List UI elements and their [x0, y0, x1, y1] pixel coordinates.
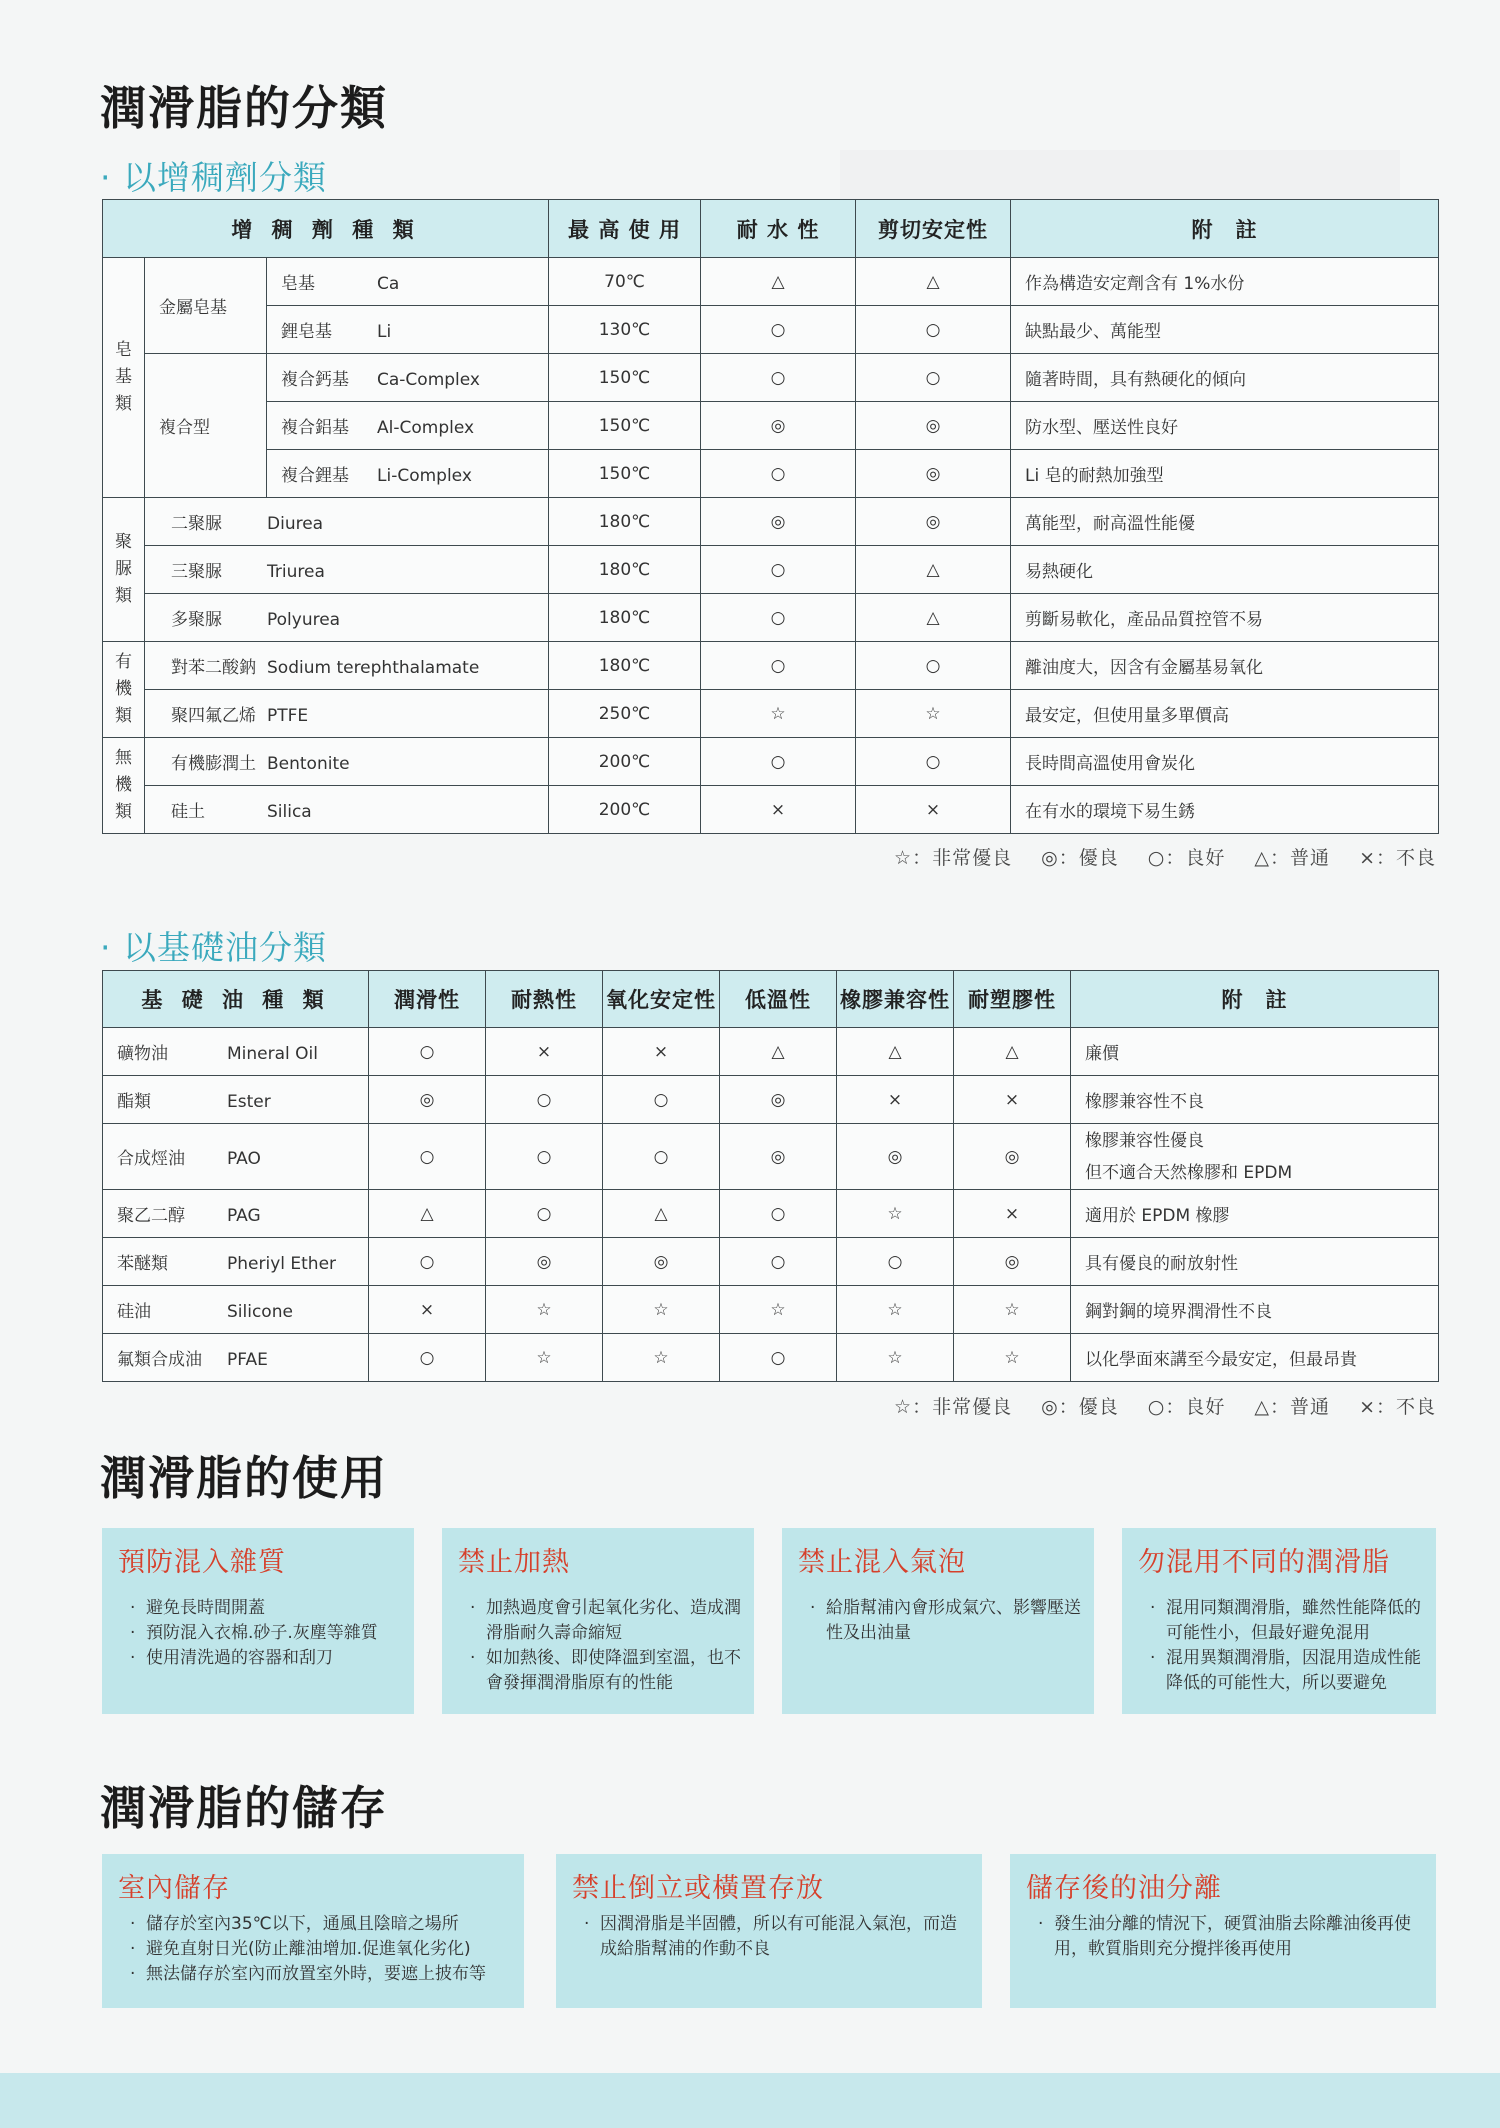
row-note: 以化學面來講至今最安定，但最昂貴: [1071, 1334, 1439, 1382]
group-soap: 皂 基 類: [103, 258, 145, 498]
header-lubricity: 潤滑性: [369, 971, 486, 1028]
row-en: Mineral Oil: [227, 1044, 318, 1064]
row-value: ○: [603, 1076, 720, 1124]
row-value: ○: [486, 1076, 603, 1124]
row-value: ○: [720, 1190, 837, 1238]
row-note-line1: 橡膠兼容性優良: [1085, 1130, 1204, 1151]
row-shear: ○: [856, 306, 1011, 354]
row-name: 硅油: [117, 1302, 151, 1322]
table-row: [103, 546, 1439, 594]
row-water: △: [701, 258, 856, 306]
row-note: [1071, 1124, 1439, 1190]
card-title: 儲存後的油分離: [1026, 1873, 1222, 1904]
row-name: 複合鋁基: [281, 418, 349, 438]
header-remarks: 附 註: [1011, 200, 1439, 258]
row-value: ◎: [486, 1238, 603, 1286]
header-plastic-resistance: 耐塑膠性: [954, 971, 1071, 1028]
row-en: Triurea: [267, 562, 325, 582]
table-row: [103, 354, 1439, 402]
row-name: 二聚脲: [171, 514, 222, 534]
row-note: 橡膠兼容性不良: [1071, 1076, 1439, 1124]
row-temp: 200℃: [549, 738, 701, 786]
row-value: ◎: [720, 1124, 837, 1190]
row-water: ○: [701, 738, 856, 786]
usage-card-no-heating: [442, 1528, 754, 1714]
list-item: · 預防混入衣棉.砂子.灰塵等雜質: [130, 1621, 402, 1646]
row-value: ☆: [486, 1334, 603, 1382]
legend-cross: ×：不良: [1359, 1396, 1436, 1418]
row-name: 酯類: [117, 1092, 151, 1112]
row-value: ◎: [954, 1124, 1071, 1190]
row-name: 苯醚類: [117, 1254, 168, 1274]
row-value: △: [837, 1028, 954, 1076]
row-value: ☆: [954, 1334, 1071, 1382]
row-value: ○: [369, 1334, 486, 1382]
page-title-storage: 潤滑脂的儲存: [100, 1781, 388, 1835]
row-water: ◎: [701, 498, 856, 546]
row-shear: ×: [856, 786, 1011, 834]
legend-base-oil: [872, 1392, 1436, 1419]
row-en: PFAE: [227, 1350, 268, 1370]
row-value: ☆: [837, 1286, 954, 1334]
legend-circle: ○：良好: [1147, 847, 1226, 869]
list-item: · 儲存於室內35℃以下，通風且陰暗之場所: [130, 1912, 512, 1937]
row-shear: ○: [856, 354, 1011, 402]
row-note: 在有水的環境下易生銹: [1011, 786, 1439, 834]
row-note: 鋼對鋼的境界潤滑性不良: [1071, 1286, 1439, 1334]
list-item: · 加熱過度會引起氧化劣化、造成潤滑脂耐久壽命縮短: [470, 1596, 742, 1646]
row-value: ×: [486, 1028, 603, 1076]
table-row: [103, 402, 1439, 450]
row-water: ○: [701, 354, 856, 402]
table-row: [103, 1076, 1439, 1124]
row-en: Li: [377, 322, 392, 342]
usage-card-no-bubbles: [782, 1528, 1094, 1714]
card-list: [470, 1596, 742, 1696]
footer-bar: [0, 2073, 1500, 2128]
row-temp: 180℃: [549, 594, 701, 642]
row-value: △: [603, 1190, 720, 1238]
row-value: ×: [603, 1028, 720, 1076]
row-note: 具有優良的耐放射性: [1071, 1238, 1439, 1286]
row-value: ○: [720, 1238, 837, 1286]
row-value: ○: [486, 1190, 603, 1238]
table-row: [103, 1286, 1439, 1334]
group-polyurea: 聚 脲 類: [103, 498, 145, 642]
card-title: 禁止倒立或橫置存放: [572, 1873, 824, 1904]
table-row: [103, 450, 1439, 498]
row-en: Li-Complex: [377, 466, 472, 486]
row-name: 硅土: [171, 802, 205, 822]
row-temp: 150℃: [549, 354, 701, 402]
section-title-base-oil: · 以基礎油分類: [100, 928, 327, 967]
row-value: ☆: [486, 1286, 603, 1334]
row-name: 有機膨潤土: [171, 754, 256, 774]
row-value: ○: [369, 1238, 486, 1286]
row-note: 隨著時間，具有熱硬化的傾向: [1011, 354, 1439, 402]
row-note: 缺點最少、萬能型: [1011, 306, 1439, 354]
storage-card-oil-separation: [1010, 1854, 1436, 2008]
group-inorganic: 無 機 類: [103, 738, 145, 834]
row-name: 礦物油: [117, 1044, 168, 1064]
legend-circle: ○：良好: [1147, 1396, 1226, 1418]
row-value: ○: [837, 1238, 954, 1286]
row-water: ◎: [701, 402, 856, 450]
header-oxidation-stability: 氧化安定性: [603, 971, 720, 1028]
card-title: 室內儲存: [118, 1873, 230, 1904]
table-row: [103, 690, 1439, 738]
row-water: ○: [701, 450, 856, 498]
row-note: 萬能型，耐高溫性能優: [1011, 498, 1439, 546]
card-title: 勿混用不同的潤滑脂: [1138, 1547, 1390, 1578]
row-water: ×: [701, 786, 856, 834]
row-en: Pheriyl Ether: [227, 1254, 337, 1274]
card-list: [130, 1912, 512, 1987]
list-item: · 混用同類潤滑脂，雖然性能降低的可能性小，但最好避免混用: [1150, 1596, 1424, 1646]
row-temp: 180℃: [549, 642, 701, 690]
table-row: [103, 1190, 1439, 1238]
row-value: ☆: [954, 1286, 1071, 1334]
row-water: ○: [701, 306, 856, 354]
table-row: [103, 498, 1439, 546]
row-value: ◎: [720, 1076, 837, 1124]
row-name: 複合鋰基: [281, 466, 349, 486]
row-temp: 150℃: [549, 450, 701, 498]
row-en: PTFE: [267, 706, 309, 726]
header-rubber-compat: 橡膠兼容性: [837, 971, 954, 1028]
row-note: 最安定，但使用量多單價高: [1011, 690, 1439, 738]
row-en: Silica: [267, 802, 312, 822]
row-note: 廉價: [1071, 1028, 1439, 1076]
row-value: ☆: [837, 1190, 954, 1238]
storage-card-indoor: [102, 1854, 524, 2008]
row-name: 三聚脲: [171, 562, 222, 582]
table-row: [103, 1238, 1439, 1286]
row-name: 對苯二酸鈉: [171, 658, 256, 678]
list-item: · 如加熱後、即使降溫到室溫，也不會發揮潤滑脂原有的性能: [470, 1646, 742, 1696]
table-row: [103, 786, 1439, 834]
table-row: [103, 1124, 1439, 1190]
row-en: Ester: [227, 1092, 271, 1112]
legend-double-circle: ◎：優良: [1041, 1396, 1119, 1418]
list-item: · 給脂幫浦內會形成氣穴、影響壓送性及出油量: [810, 1596, 1082, 1646]
table-row: [103, 642, 1439, 690]
row-value: ×: [369, 1286, 486, 1334]
row-note: 防水型、壓送性良好: [1011, 402, 1439, 450]
row-note-line2: 但不適合天然橡膠和 EPDM: [1085, 1162, 1293, 1183]
row-note: 剪斷易軟化，產品品質控管不易: [1011, 594, 1439, 642]
subgroup-metal-soap: 金屬皂基: [145, 258, 267, 354]
list-item: · 避免直射日光(防止離油增加.促進氧化劣化): [130, 1937, 512, 1962]
table-row: [103, 594, 1439, 642]
row-shear: ○: [856, 642, 1011, 690]
legend-triangle: △：普通: [1254, 1396, 1331, 1418]
row-en: Al-Complex: [377, 418, 475, 438]
row-value: ×: [954, 1190, 1071, 1238]
row-value: ☆: [720, 1286, 837, 1334]
card-list: [130, 1596, 402, 1671]
header-remarks: 附 註: [1071, 971, 1439, 1028]
card-title: 禁止混入氣泡: [798, 1547, 966, 1578]
row-value: ◎: [603, 1238, 720, 1286]
list-item: · 無法儲存於室內而放置室外時，要遮上披布等: [130, 1962, 512, 1987]
row-name: 鋰皂基: [281, 322, 332, 342]
row-temp: 180℃: [549, 546, 701, 594]
row-en: PAO: [227, 1149, 261, 1169]
row-en: Ca: [377, 274, 400, 294]
row-shear: △: [856, 546, 1011, 594]
card-list: [1150, 1596, 1424, 1696]
row-en: Polyurea: [267, 610, 341, 630]
usage-card-no-mixing: [1122, 1528, 1436, 1714]
base-oil-table: [102, 970, 1439, 1382]
storage-card-upright: [556, 1854, 982, 2008]
row-en: Ca-Complex: [377, 370, 480, 390]
row-shear: △: [856, 594, 1011, 642]
row-en: Bentonite: [267, 754, 350, 774]
header-shear-stability: 剪切安定性: [856, 200, 1011, 258]
list-item: · 混用異類潤滑脂，因混用造成性能降低的可能性大，所以要避免: [1150, 1646, 1424, 1696]
row-shear: ○: [856, 738, 1011, 786]
row-value: △: [369, 1190, 486, 1238]
row-shear: ◎: [856, 498, 1011, 546]
row-shear: ◎: [856, 450, 1011, 498]
table-header-row: [103, 200, 1439, 258]
legend-thickener: [872, 843, 1436, 870]
row-temp: 180℃: [549, 498, 701, 546]
row-value: ☆: [837, 1334, 954, 1382]
row-shear: ◎: [856, 402, 1011, 450]
row-value: ×: [954, 1076, 1071, 1124]
row-water: ○: [701, 594, 856, 642]
row-name: 合成烴油: [117, 1149, 185, 1169]
list-item: · 發生油分離的情況下，硬質油脂去除離油後再使用，軟質脂則充分攪拌後再使用: [1038, 1912, 1424, 1962]
row-name: 聚四氟乙烯: [171, 706, 256, 726]
row-water: ☆: [701, 690, 856, 738]
card-list: [1038, 1912, 1424, 1962]
row-water: ○: [701, 546, 856, 594]
row-temp: 130℃: [549, 306, 701, 354]
row-value: ☆: [603, 1286, 720, 1334]
row-shear: △: [856, 258, 1011, 306]
row-name: 複合鈣基: [281, 370, 349, 390]
row-water: ○: [701, 642, 856, 690]
row-name: 多聚脲: [171, 610, 222, 630]
row-note: 離油度大，因含有金屬基易氧化: [1011, 642, 1439, 690]
legend-triangle: △：普通: [1254, 847, 1331, 869]
header-heat-resistance: 耐熱性: [486, 971, 603, 1028]
row-value: ○: [369, 1028, 486, 1076]
row-en: Silicone: [227, 1302, 293, 1322]
row-note: 作為構造安定劑含有 1%水份: [1011, 258, 1439, 306]
header-low-temp: 低溫性: [720, 971, 837, 1028]
legend-star: ☆：非常優良: [894, 847, 1013, 869]
table-row: [103, 258, 1439, 306]
header-thickener-type: 增 稠 劑 種 類: [103, 200, 549, 258]
table-row: [103, 1334, 1439, 1382]
header-base-oil-type: 基 礎 油 種 類: [103, 971, 369, 1028]
row-temp: 200℃: [549, 786, 701, 834]
card-title: 預防混入雜質: [118, 1547, 286, 1578]
row-note: 適用於 EPDM 橡膠: [1071, 1190, 1439, 1238]
card-title: 禁止加熱: [458, 1547, 570, 1578]
row-name: 聚乙二醇: [117, 1206, 185, 1226]
page-title-usage: 潤滑脂的使用: [100, 1451, 388, 1505]
row-en: Diurea: [267, 514, 324, 534]
row-en: PAG: [227, 1206, 261, 1226]
row-shear: ☆: [856, 690, 1011, 738]
thickener-table: [102, 199, 1439, 834]
row-name: 皂基: [281, 274, 315, 294]
row-note: 長時間高溫使用會炭化: [1011, 738, 1439, 786]
subgroup-complex: 複合型: [145, 354, 267, 498]
row-value: ◎: [954, 1238, 1071, 1286]
table-header-row: [103, 971, 1439, 1028]
card-list: [584, 1912, 970, 1962]
header-water-resistance: 耐 水 性: [701, 200, 856, 258]
row-note: 易熱硬化: [1011, 546, 1439, 594]
row-temp: 250℃: [549, 690, 701, 738]
row-value: ☆: [603, 1334, 720, 1382]
table-row: [103, 1028, 1439, 1076]
group-organic: 有 機 類: [103, 642, 145, 738]
card-list: [810, 1596, 1082, 1646]
row-value: ○: [486, 1124, 603, 1190]
legend-cross: ×：不良: [1359, 847, 1436, 869]
row-value: △: [720, 1028, 837, 1076]
row-value: ○: [369, 1124, 486, 1190]
row-temp: 70℃: [549, 258, 701, 306]
row-note: Li 皂的耐熱加強型: [1011, 450, 1439, 498]
row-value: ○: [720, 1334, 837, 1382]
page-title-classification: 潤滑脂的分類: [100, 81, 388, 135]
row-en: Sodium terephthalamate: [267, 658, 480, 678]
list-item: · 使用清洗過的容器和刮刀: [130, 1646, 402, 1671]
row-value: ◎: [369, 1076, 486, 1124]
row-value: ○: [603, 1124, 720, 1190]
usage-card-contamination: [102, 1528, 414, 1714]
legend-star: ☆：非常優良: [894, 1396, 1013, 1418]
list-item: · 因潤滑脂是半固體，所以有可能混入氣泡，而造成給脂幫浦的作動不良: [584, 1912, 970, 1962]
table-row: [103, 306, 1439, 354]
list-item: · 避免長時間開蓋: [130, 1596, 402, 1621]
row-value: ×: [837, 1076, 954, 1124]
legend-double-circle: ◎：優良: [1041, 847, 1119, 869]
row-name: 氟類合成油: [117, 1350, 202, 1370]
row-temp: 150℃: [549, 402, 701, 450]
row-value: ◎: [837, 1124, 954, 1190]
row-value: △: [954, 1028, 1071, 1076]
section-title-thickener: · 以增稠劑分類: [100, 158, 327, 197]
header-max-temp: 最 高 使 用: [549, 200, 701, 258]
table-row: [103, 738, 1439, 786]
